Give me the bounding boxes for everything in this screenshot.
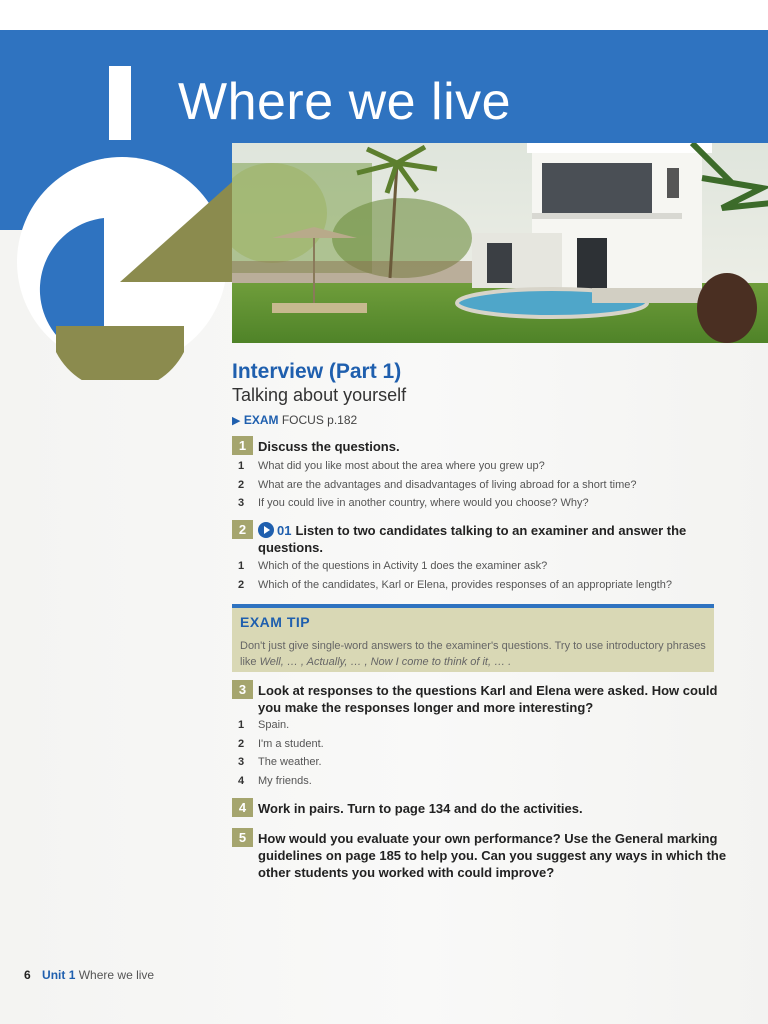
- top-margin: [0, 0, 768, 30]
- exam-focus-link[interactable]: [232, 413, 357, 427]
- footer-unit-title: Where we live: [78, 968, 155, 982]
- list-item: 4 My friends.: [238, 774, 312, 787]
- section-subtitle: Talking about yourself: [232, 385, 407, 405]
- play-icon[interactable]: [258, 522, 274, 538]
- list-item: 2 I'm a student.: [238, 737, 324, 750]
- activity-number: 5: [232, 828, 253, 847]
- unit-number-bar: [109, 66, 131, 140]
- activity-instruction: Discuss the questions.: [258, 439, 400, 454]
- activity-2-questions: [232, 560, 752, 597]
- exam-focus-arrow-icon: ▶: [232, 415, 241, 427]
- unit-decoration: [0, 140, 240, 380]
- list-item: 2 What are the advantages and disadvantages of living abroad for a short time?: [238, 478, 637, 491]
- exam-tip-title: EXAM TIP: [240, 614, 311, 630]
- activity-instruction: Work in pairs. Turn to page 134 and do the activities.: [258, 801, 583, 816]
- footer-unit-label: Unit 1: [42, 968, 76, 982]
- page-footer: [24, 968, 154, 982]
- section-title: Interview (Part 1): [232, 360, 402, 383]
- activity-number: 3: [232, 680, 253, 699]
- list-item: 2 Which of the candidates, Karl or Elena, provides responses of an appropriate length?: [238, 578, 672, 591]
- activity-number: 2: [232, 520, 253, 539]
- audio-track-number: 01: [277, 523, 292, 538]
- activity-1-questions: [232, 460, 752, 516]
- list-item: 1 What did you like most about the area where you grew up?: [238, 460, 545, 472]
- list-item: 1 Spain.: [238, 719, 290, 731]
- list-item: 3 The weather.: [238, 756, 322, 768]
- house-photo: [232, 143, 768, 343]
- unit-title: Where we live: [178, 73, 512, 131]
- list-item: 1 Which of the questions in Activity 1 does the examiner ask?: [238, 560, 548, 572]
- activity-3-responses: [232, 719, 752, 793]
- exam-focus-label: EXAM: [243, 413, 279, 427]
- exam-tip-text: Don't just give single-word answers to the examiner's questions. Try to use introductory phrases like Well, … , Actually, … , Now I come to think of it, … .: [240, 640, 706, 668]
- activity-instruction: 01 Listen to two candidates talking to an examiner and answer the questions.: [258, 523, 687, 555]
- list-item: 3 If you could live in another country, where would you choose? Why?: [238, 497, 589, 509]
- page-number: 6: [24, 968, 31, 982]
- exam-focus-page: FOCUS p.182: [281, 413, 358, 427]
- activity-number: 4: [232, 798, 253, 817]
- activity-instruction: Look at responses to the questions Karl and Elena were asked. How could you make the responses longer and more interesting?: [258, 683, 718, 715]
- exam-tip-box: [232, 604, 714, 672]
- activity-instruction: How would you evaluate your own performance? Use the General marking guidelines on page 185 to help you. Can you suggest any ways in which the other students you worked with could improve?: [258, 831, 727, 880]
- activity-number: 1: [232, 436, 253, 455]
